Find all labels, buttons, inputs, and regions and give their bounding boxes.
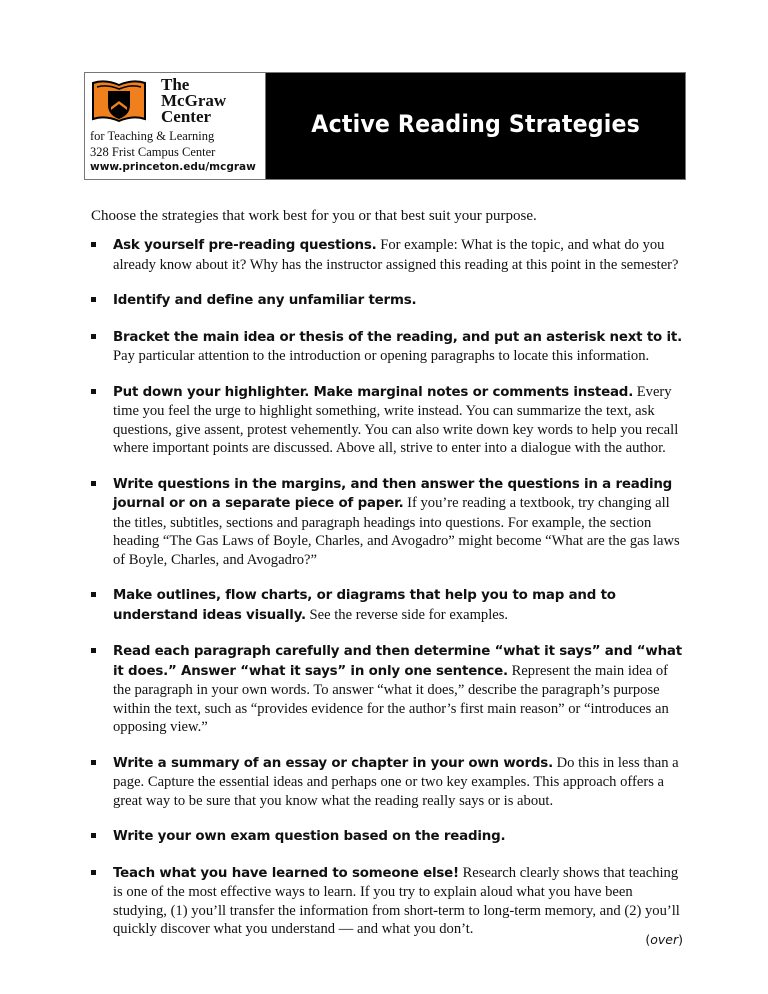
bullet-icon [91,592,96,597]
bullet-icon [91,334,96,339]
bullet-icon [91,389,96,394]
intro-text: Choose the strategies that work best for you or that best suit your purpose. [91,208,537,224]
princeton-shield-book-icon [91,79,147,127]
bullet-icon [91,242,96,247]
list-item: Bracket the main idea or thesis of the reading, and put an asterisk next to it. Pay particular attention to the introduction or opening paragraphs to locate this information. [91,328,685,366]
page-header [84,72,686,180]
bullet-icon [91,648,96,653]
list-item: Put down your highlighter. Make marginal notes or comments instead. Every time you feel the urge to highlight something, write instead. You can summarize the text, ask questions, give assent, protest vehemently. You can also write down key words to help you recall where important points are discussed. Above all, strive to enter into a dialogue with the author. [91,383,685,458]
bullet-icon [91,870,96,875]
org-name: The McGraw Center [161,75,227,126]
page-title: Active Reading Strategies [311,110,640,138]
strategy-list [91,236,685,956]
list-item: Read each paragraph carefully and then determine “what it says” and “what it does.” Answer “what it says” in only one sentence. Represent the main idea of the paragraph in your own words. To answer “what it does,” describe the paragraph’s purpose within the text, such as “provides evidence for the author’s first main reason” or “introduces an opposing view.” [91,642,685,737]
list-item: Make outlines, flow charts, or diagrams that help you to map and to understand ideas visually. See the reverse side for examples. [91,586,685,625]
list-item: Identify and define any unfamiliar terms. [91,291,685,311]
list-item: Write your own exam question based on the reading. [91,827,685,847]
bullet-icon [91,297,96,302]
list-item: Teach what you have learned to someone else! Research clearly shows that teaching is one of the most effective ways to learn. If you try to explain aloud what you have been studying, (1) you’ll transfer the information from short-term to long-term memory, and (2) you’ll quickly discover what you understand — and what you don’t. [91,864,685,939]
tagline: for Teaching & Learning [90,129,215,143]
list-item: Ask yourself pre-reading questions. For example: What is the topic, and what do you already know about it? Why has the instructor assigned this reading at this point in the semester? [91,236,685,274]
bullet-icon [91,760,96,765]
website-link[interactable]: www.princeton.edu/mcgraw [90,161,256,173]
bullet-icon [91,833,96,838]
mcgraw-logo-block [85,73,266,179]
address: 328 Frist Campus Center [90,145,216,159]
bullet-icon [91,481,96,486]
list-item: Write questions in the margins, and then answer the questions in a reading journal or on a separate piece of paper. If you’re reading a textbook, try changing all the titles, subtitles, sections and paragraph headings into questions. For example, the section heading “The Gas Laws of Boyle, Charles, and Avogadro” might become “What are the gas laws of Boyle, Charles, and Avogadro?” [91,475,685,570]
over-note: (over) [645,932,683,947]
list-item: Write a summary of an essay or chapter in your own words. Do this in less than a page. Capture the essential ideas and perhaps one or two key examples. This approach offers a great way to be sure that you know what the reading really says or is about. [91,754,685,811]
title-banner [266,73,685,179]
